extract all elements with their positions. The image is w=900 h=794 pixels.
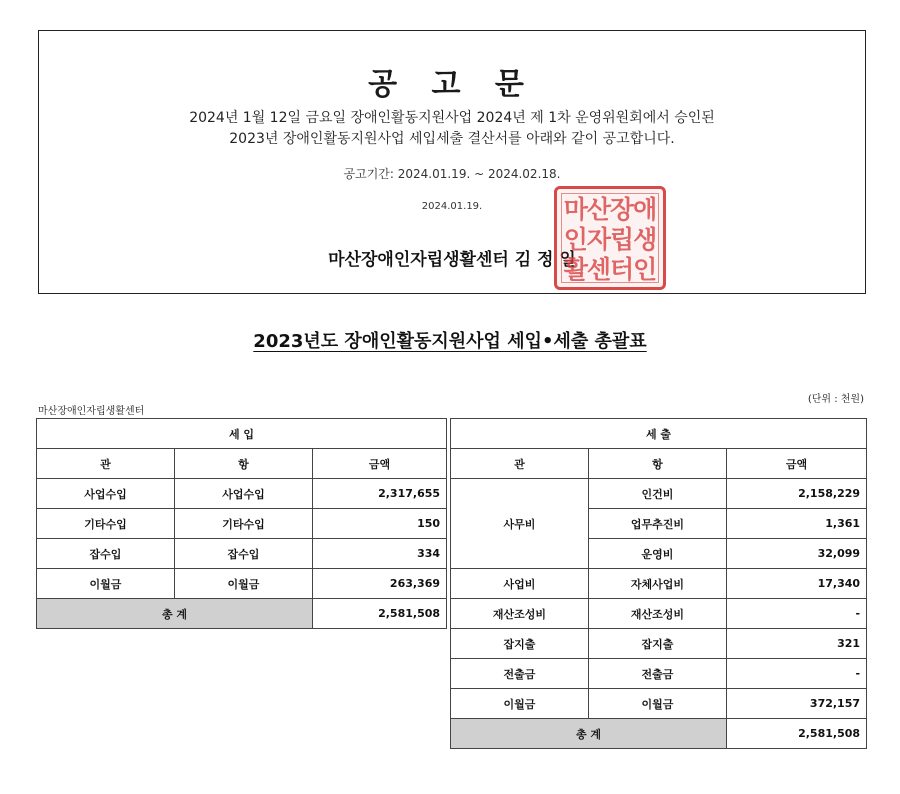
table-row	[451, 629, 867, 659]
notice-title: 공 고 문	[368, 67, 536, 102]
income-section-row	[37, 419, 447, 449]
expense-section-header: 세 출	[451, 419, 867, 449]
income-amount: 2,317,655	[313, 479, 447, 509]
expense-hang: 잡지출	[589, 629, 727, 659]
income-header-amount: 금액	[313, 449, 447, 479]
notice-line-2: 2023년 장애인활동지원사업 세입세출 결산서를 아래와 같이 공고합니다.	[229, 131, 675, 147]
income-hang: 잡수입	[175, 539, 313, 569]
expense-gwan: 재산조성비	[451, 599, 589, 629]
expense-office-group: 사무비	[451, 479, 589, 569]
income-gwan: 잡수입	[37, 539, 175, 569]
expense-gwan: 잡지출	[451, 629, 589, 659]
income-total-label: 총 계	[37, 599, 313, 629]
organization-label: 마산장애인자립생활센터	[38, 406, 145, 417]
income-amount: 263,369	[313, 569, 447, 599]
seal-text-line: 인자립생	[563, 225, 657, 254]
expense-amount: -	[727, 659, 867, 689]
seal-text-line: 마산장애	[563, 195, 657, 224]
table-row	[37, 569, 447, 599]
notice-signer: 마산장애인자립생활센터 김 정 일	[328, 250, 576, 270]
summary-title-text: 2023년도 장애인활동지원사업 세입•세출 총괄표	[253, 331, 647, 352]
expense-hang: 이월금	[589, 689, 727, 719]
expense-hang: 재산조성비	[589, 599, 727, 629]
table-row	[37, 539, 447, 569]
summary-title	[0, 327, 900, 353]
notice-box	[38, 30, 866, 294]
expense-hang: 전출금	[589, 659, 727, 689]
income-gwan: 사업수입	[37, 479, 175, 509]
expense-section-row	[451, 419, 867, 449]
table-row	[451, 599, 867, 629]
income-amount: 334	[313, 539, 447, 569]
expense-hang: 운영비	[589, 539, 727, 569]
expense-hang: 자체사업비	[589, 569, 727, 599]
expense-amount: -	[727, 599, 867, 629]
expense-total-label: 총 계	[451, 719, 727, 749]
expense-amount: 17,340	[727, 569, 867, 599]
expense-amount: 321	[727, 629, 867, 659]
seal-text	[557, 195, 663, 285]
notice-period: 공고기간: 2024.01.19. ~ 2024.02.18.	[343, 167, 561, 181]
income-header-hang: 항	[175, 449, 313, 479]
expense-gwan: 사업비	[451, 569, 589, 599]
expense-amount: 2,158,229	[727, 479, 867, 509]
unit-label: (단위 : 천원)	[807, 394, 864, 405]
income-header-row	[37, 449, 447, 479]
seal-text-line: 활센터인	[563, 255, 657, 284]
income-section-header: 세 입	[37, 419, 447, 449]
expense-total-value: 2,581,508	[727, 719, 867, 749]
official-seal	[554, 186, 666, 290]
expense-amount: 1,361	[727, 509, 867, 539]
income-gwan: 기타수입	[37, 509, 175, 539]
expense-amount: 32,099	[727, 539, 867, 569]
expense-gwan: 이월금	[451, 689, 589, 719]
expense-hang: 인건비	[589, 479, 727, 509]
expense-header-row	[451, 449, 867, 479]
income-amount: 150	[313, 509, 447, 539]
income-hang: 이월금	[175, 569, 313, 599]
expense-amount: 372,157	[727, 689, 867, 719]
notice-line-1: 2024년 1월 12일 금요일 장애인활동지원사업 2024년 제 1차 운영위원회에서 승인된	[189, 110, 715, 126]
expense-header-gwan: 관	[451, 449, 589, 479]
income-hang: 기타수입	[175, 509, 313, 539]
expense-header-amount: 금액	[727, 449, 867, 479]
table-row	[37, 479, 447, 509]
expense-table	[450, 418, 867, 749]
income-gwan: 이월금	[37, 569, 175, 599]
table-row	[451, 479, 867, 509]
table-row	[37, 509, 447, 539]
expense-gwan: 전출금	[451, 659, 589, 689]
expense-header-hang: 항	[589, 449, 727, 479]
expense-total-row	[451, 719, 867, 749]
income-total-value: 2,581,508	[313, 599, 447, 629]
table-row	[451, 569, 867, 599]
income-table	[36, 418, 447, 629]
income-total-row	[37, 599, 447, 629]
income-header-gwan: 관	[37, 449, 175, 479]
table-row	[451, 659, 867, 689]
table-row	[451, 689, 867, 719]
notice-date: 2024.01.19.	[421, 201, 483, 212]
expense-hang: 업무추진비	[589, 509, 727, 539]
income-hang: 사업수입	[175, 479, 313, 509]
